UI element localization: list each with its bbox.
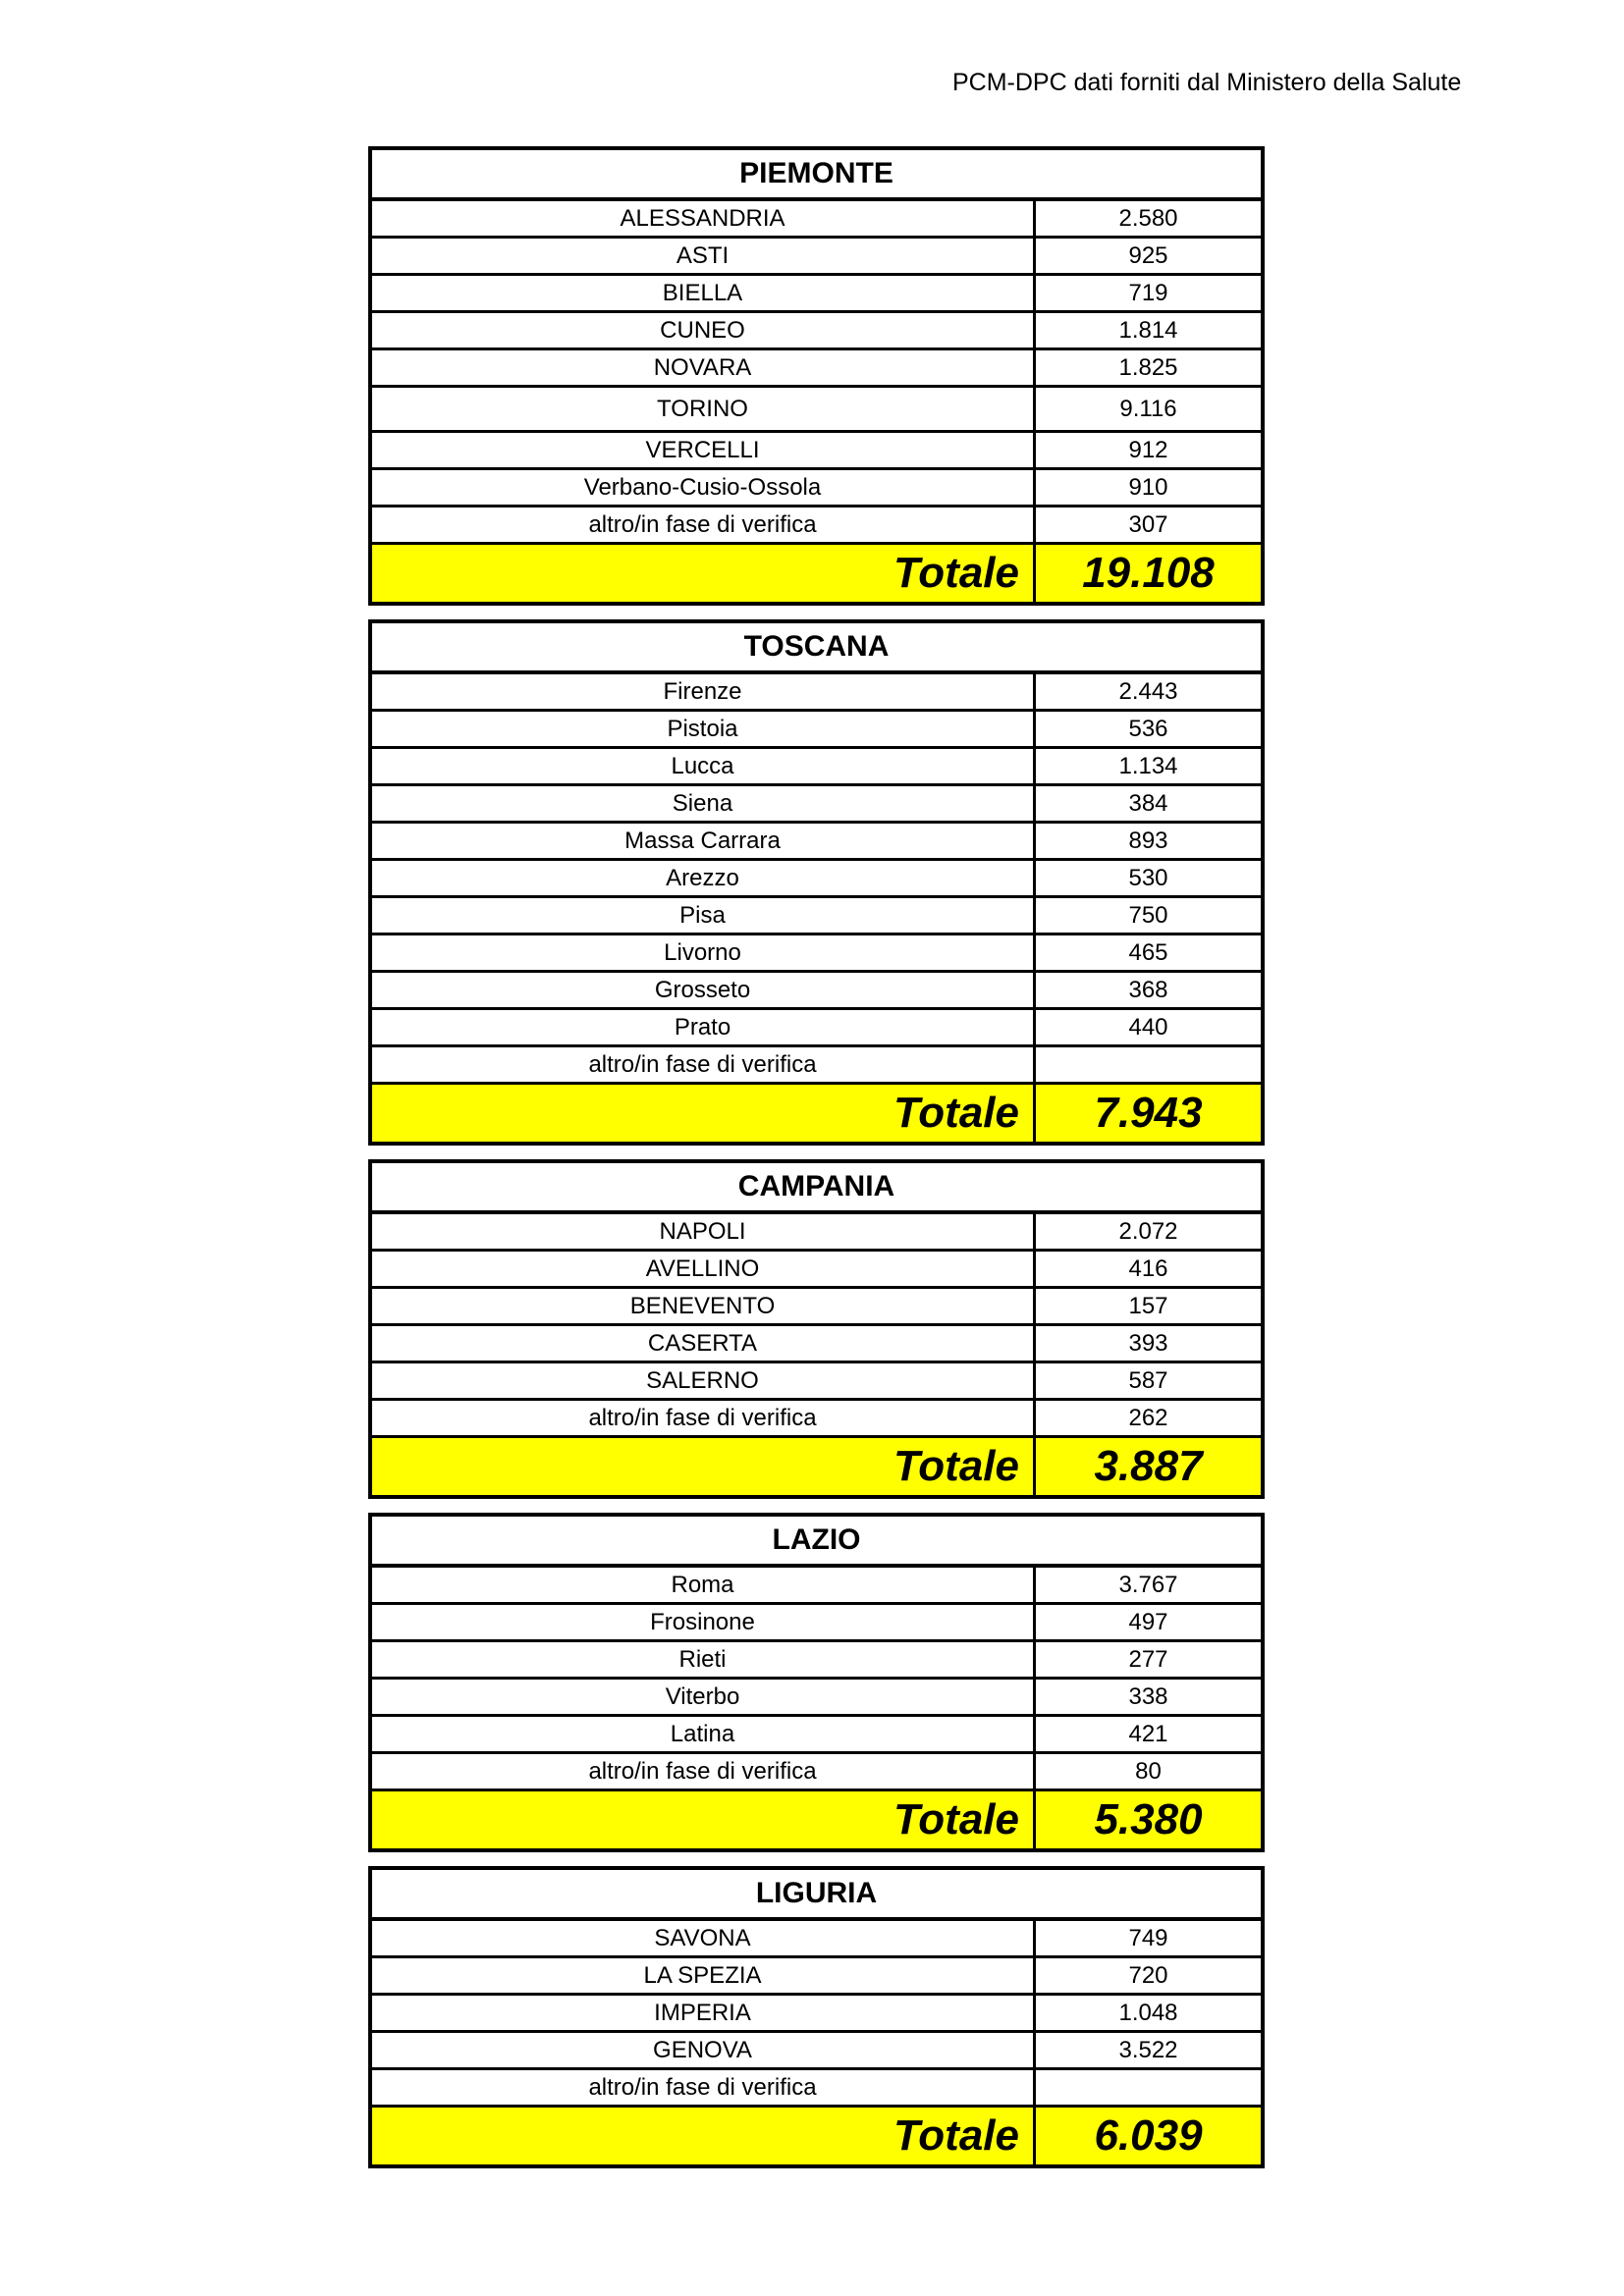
- case-count: 465: [1128, 938, 1168, 966]
- province-name: altro/in fase di verifica: [372, 507, 1036, 542]
- case-count: 3.522: [1118, 2036, 1178, 2063]
- province-name: AVELLINO: [372, 1252, 1036, 1286]
- province-name: Livorno: [372, 935, 1036, 970]
- province-name: TORINO: [372, 388, 1036, 430]
- table-row: [372, 1214, 1261, 1252]
- case-count: 910: [1128, 473, 1168, 501]
- province-name: Firenze: [372, 674, 1036, 709]
- table-row: [372, 388, 1261, 433]
- province-name: GENOVA: [372, 2033, 1036, 2067]
- case-count: 80: [1135, 1757, 1162, 1785]
- case-count: 307: [1128, 510, 1168, 538]
- total-value: 3.887: [1094, 1442, 1203, 1490]
- table-row: [372, 2070, 1261, 2108]
- region-table-lazio: [368, 1513, 1265, 1852]
- table-row: [372, 1996, 1261, 2033]
- province-name: VERCELLI: [372, 433, 1036, 467]
- province-name: Pisa: [372, 898, 1036, 933]
- table-row: [372, 1605, 1261, 1642]
- case-count: 393: [1128, 1329, 1168, 1357]
- case-count: 416: [1128, 1255, 1168, 1282]
- province-name: Verbano-Cusio-Ossola: [372, 470, 1036, 505]
- province-name: Viterbo: [372, 1680, 1036, 1714]
- total-value: 19.108: [1082, 549, 1215, 597]
- province-name: Massa Carrara: [372, 824, 1036, 858]
- table-row: [372, 1642, 1261, 1680]
- table-row: [372, 433, 1261, 470]
- case-count: 2.072: [1118, 1217, 1178, 1245]
- case-count: 530: [1128, 864, 1168, 891]
- province-name: SAVONA: [372, 1921, 1036, 1955]
- region-table-toscana: [368, 619, 1265, 1146]
- table-row: [372, 824, 1261, 861]
- total-label: Totale: [372, 545, 1036, 602]
- table-row: [372, 507, 1261, 545]
- case-count: 384: [1128, 789, 1168, 817]
- table-row: [372, 350, 1261, 388]
- province-name: BIELLA: [372, 276, 1036, 310]
- province-name: IMPERIA: [372, 1996, 1036, 2030]
- table-row: [372, 313, 1261, 350]
- province-name: ALESSANDRIA: [372, 201, 1036, 236]
- total-value: 7.943: [1094, 1089, 1203, 1137]
- table-row: [372, 239, 1261, 276]
- province-name: Pistoia: [372, 712, 1036, 746]
- table-row: [372, 1047, 1261, 1085]
- table-row: [372, 973, 1261, 1010]
- case-count: 1.825: [1118, 353, 1178, 381]
- region-table-piemonte: [368, 146, 1265, 606]
- table-row: [372, 1010, 1261, 1047]
- province-name: Roma: [372, 1568, 1036, 1602]
- table-row: [372, 1289, 1261, 1326]
- table-row: [372, 749, 1261, 786]
- total-value: 6.039: [1094, 2111, 1203, 2160]
- total-label: Totale: [372, 1085, 1036, 1142]
- province-name: BENEVENTO: [372, 1289, 1036, 1323]
- total-row: [372, 2108, 1261, 2164]
- case-count: 720: [1128, 1961, 1168, 1989]
- case-count: 536: [1128, 715, 1168, 742]
- region-title: LAZIO: [372, 1517, 1261, 1568]
- case-count: 2.443: [1118, 677, 1178, 705]
- table-row: [372, 276, 1261, 313]
- case-count: 1.814: [1118, 316, 1178, 344]
- table-row: [372, 674, 1261, 712]
- province-name: Arezzo: [372, 861, 1036, 895]
- case-count: 338: [1128, 1682, 1168, 1710]
- province-name: Grosseto: [372, 973, 1036, 1007]
- province-name: Prato: [372, 1010, 1036, 1044]
- province-name: altro/in fase di verifica: [372, 1754, 1036, 1789]
- case-count: 9.116: [1119, 395, 1177, 422]
- total-row: [372, 1791, 1261, 1848]
- table-row: [372, 1921, 1261, 1958]
- table-row: [372, 935, 1261, 973]
- province-name: NAPOLI: [372, 1214, 1036, 1249]
- province-name: CUNEO: [372, 313, 1036, 347]
- province-name: ASTI: [372, 239, 1036, 273]
- case-count: 3.767: [1118, 1571, 1178, 1598]
- case-count: 719: [1128, 279, 1168, 306]
- case-count: 277: [1128, 1645, 1168, 1673]
- case-count: 925: [1128, 241, 1168, 269]
- table-row: [372, 898, 1261, 935]
- case-count: [1036, 2070, 1261, 2105]
- total-row: [372, 1085, 1261, 1142]
- total-label: Totale: [372, 2108, 1036, 2164]
- case-count: 1.048: [1118, 1999, 1178, 2026]
- case-count: [1036, 1047, 1261, 1082]
- case-count: 368: [1128, 976, 1168, 1003]
- region-title: LIGURIA: [372, 1870, 1261, 1921]
- table-row: [372, 2033, 1261, 2070]
- table-row: [372, 470, 1261, 507]
- table-row: [372, 786, 1261, 824]
- table-row: [372, 1363, 1261, 1401]
- total-label: Totale: [372, 1791, 1036, 1848]
- province-name: NOVARA: [372, 350, 1036, 385]
- table-row: [372, 1326, 1261, 1363]
- province-name: altro/in fase di verifica: [372, 2070, 1036, 2105]
- case-count: 421: [1128, 1720, 1168, 1747]
- case-count: 587: [1128, 1366, 1168, 1394]
- region-table-campania: [368, 1159, 1265, 1499]
- case-count: 157: [1128, 1292, 1168, 1319]
- total-row: [372, 1438, 1261, 1495]
- table-row: [372, 201, 1261, 239]
- province-name: Lucca: [372, 749, 1036, 783]
- page-header: PCM-DPC dati forniti dal Ministero della Salute: [952, 69, 1462, 96]
- table-row: [372, 1958, 1261, 1996]
- table-row: [372, 1680, 1261, 1717]
- total-label: Totale: [372, 1438, 1036, 1495]
- region-title: CAMPANIA: [372, 1163, 1261, 1214]
- total-row: [372, 545, 1261, 602]
- province-name: Siena: [372, 786, 1036, 821]
- province-name: Latina: [372, 1717, 1036, 1751]
- case-count: 440: [1128, 1013, 1168, 1041]
- region-tables: [368, 146, 1265, 2182]
- case-count: 912: [1128, 436, 1168, 463]
- province-name: Rieti: [372, 1642, 1036, 1677]
- region-table-liguria: [368, 1866, 1265, 2168]
- case-count: 749: [1128, 1924, 1168, 1951]
- case-count: 497: [1128, 1608, 1168, 1635]
- case-count: 262: [1128, 1404, 1168, 1431]
- total-value: 5.380: [1094, 1795, 1203, 1843]
- table-row: [372, 1252, 1261, 1289]
- table-row: [372, 861, 1261, 898]
- case-count: 2.580: [1118, 204, 1178, 232]
- case-count: 1.134: [1118, 752, 1178, 779]
- table-row: [372, 1754, 1261, 1791]
- province-name: SALERNO: [372, 1363, 1036, 1398]
- table-row: [372, 712, 1261, 749]
- province-name: altro/in fase di verifica: [372, 1401, 1036, 1435]
- case-count: 893: [1128, 827, 1168, 854]
- province-name: LA SPEZIA: [372, 1958, 1036, 1993]
- table-row: [372, 1401, 1261, 1438]
- region-title: PIEMONTE: [372, 150, 1261, 201]
- case-count: 750: [1128, 901, 1168, 929]
- table-row: [372, 1568, 1261, 1605]
- province-name: CASERTA: [372, 1326, 1036, 1361]
- table-row: [372, 1717, 1261, 1754]
- province-name: altro/in fase di verifica: [372, 1047, 1036, 1082]
- region-title: TOSCANA: [372, 623, 1261, 674]
- province-name: Frosinone: [372, 1605, 1036, 1639]
